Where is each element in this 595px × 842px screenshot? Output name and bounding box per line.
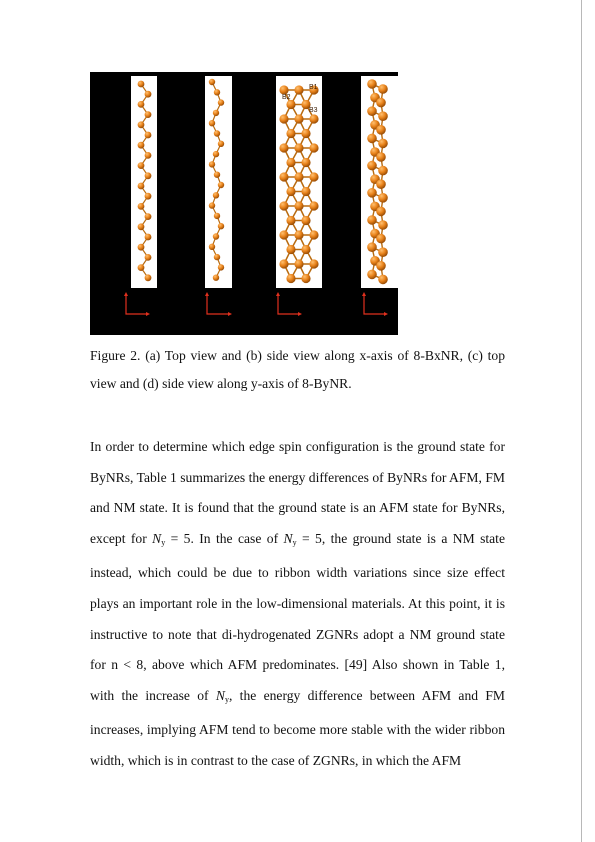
atom: [279, 259, 288, 268]
atom: [301, 216, 310, 225]
atom: [378, 139, 388, 149]
atom: [279, 114, 288, 123]
atom: [138, 203, 145, 210]
atom: [367, 161, 377, 171]
atom: [279, 230, 288, 239]
atom: [214, 254, 220, 260]
atom: [378, 247, 388, 257]
atom: [145, 152, 152, 159]
atom: [145, 254, 152, 261]
atom: [376, 152, 386, 162]
atom: [301, 158, 310, 167]
atom: [286, 100, 295, 109]
paragraph-text: [90, 432, 505, 777]
atom: [301, 245, 310, 254]
atom: [378, 193, 388, 203]
axis-indicator-b: [205, 292, 232, 316]
atom: [145, 172, 152, 179]
subscript-y-3: y: [224, 694, 229, 704]
atom: [213, 275, 219, 281]
atom: [367, 242, 377, 252]
atom-label-b1: B1: [309, 84, 318, 91]
atom: [378, 84, 388, 94]
axis-indicator-c: [276, 292, 302, 316]
atom: [218, 223, 224, 229]
symbol-n-3: N: [215, 687, 225, 703]
atom: [138, 162, 145, 169]
atom: [138, 81, 145, 88]
atom: [218, 99, 224, 105]
para-segment-4: , the energy difference between AFM and FM increases, implying AFM tend to become more stable with the wider ribbon width, which is in contrast to the case of ZGNRs, in which the AFM: [90, 687, 505, 768]
atom: [218, 264, 224, 270]
atom: [279, 172, 288, 181]
atom: [309, 114, 318, 123]
atom: [309, 172, 318, 181]
body-paragraph: [90, 432, 505, 777]
atom: [145, 132, 152, 139]
atom: [214, 130, 220, 136]
atom-label-b3: B3: [309, 107, 318, 114]
atom: [138, 101, 145, 108]
atom: [145, 234, 152, 241]
atom: [294, 85, 303, 94]
atom: [213, 192, 219, 198]
atom: [213, 233, 219, 239]
atom: [376, 234, 386, 244]
para-segment-1: In order to determine which edge spin configuration is the ground state for ByNRs, Table 1 summarizes the energy differences of ByNRs for AFM, FM and NM state. It is found that the ground state is an AFM state for ByNRs, except for: [90, 439, 505, 546]
atom: [294, 172, 303, 181]
atom: [145, 111, 152, 118]
atom: [145, 91, 152, 98]
atom: [138, 264, 145, 271]
figure-caption: [90, 342, 505, 398]
atom: [138, 121, 145, 128]
atom: [286, 216, 295, 225]
atom: [286, 129, 295, 138]
atom: [367, 188, 377, 198]
atom: [209, 202, 215, 208]
atom: [209, 79, 215, 85]
atom: [218, 182, 224, 188]
atom: [294, 259, 303, 268]
atom: [145, 193, 152, 200]
atom: [378, 166, 388, 176]
atom: [214, 213, 220, 219]
atom: [309, 201, 318, 210]
para-segment-2: = 5. In the case of: [165, 530, 284, 546]
atom: [294, 114, 303, 123]
atom: [301, 129, 310, 138]
atom: [376, 125, 386, 135]
atom: [209, 120, 215, 126]
atom: [138, 142, 145, 149]
page-edge: [581, 0, 582, 842]
atom: [286, 245, 295, 254]
atom: [367, 134, 377, 144]
atom: [301, 187, 310, 196]
atom: [376, 98, 386, 108]
subscript-y-2: y: [292, 537, 297, 547]
atom: [301, 274, 310, 283]
atom: [376, 261, 386, 271]
caption-text: Figure 2. (a) Top view and (b) side view along x-axis of 8-BxNR, (c) top view and (d) side view along y-axis of 8-ByNR.: [90, 348, 505, 391]
atom: [376, 179, 386, 189]
atom: [209, 161, 215, 167]
symbol-n-1: N: [152, 530, 162, 546]
atom: [138, 183, 145, 190]
atom: [213, 110, 219, 116]
symbol-n-2: N: [283, 530, 293, 546]
para-segment-3: = 5, the ground state is a NM state instead, which could be due to ribbon width variations since size effect plays an important role in the low-dimensional materials. At this point, it is instructive to note that di-hydrogenated ZGNRs adopt a NM ground state for n < 8, above which AFM predominates. [49] Also shown in Table 1, with the increase of: [90, 530, 505, 703]
atom: [279, 143, 288, 152]
atom: [309, 143, 318, 152]
atom: [309, 230, 318, 239]
figure-2-image: [90, 72, 398, 335]
atom: [145, 213, 152, 220]
atom: [213, 151, 219, 157]
atom: [378, 275, 388, 285]
atom: [138, 244, 145, 251]
axis-indicator-a: [124, 292, 150, 316]
atom: [367, 106, 377, 116]
atom: [376, 207, 386, 217]
atom: [294, 230, 303, 239]
atom: [286, 187, 295, 196]
atom: [214, 89, 220, 95]
atom: [367, 270, 377, 280]
atom: [145, 274, 152, 281]
atom: [367, 215, 377, 225]
atom: [286, 158, 295, 167]
atom: [218, 141, 224, 147]
atom: [209, 244, 215, 250]
atom: [214, 172, 220, 178]
subscript-y-1: y: [161, 537, 166, 547]
atom: [367, 79, 377, 89]
atom: [286, 274, 295, 283]
figure-2: [90, 72, 398, 335]
atom: [294, 143, 303, 152]
atom: [138, 223, 145, 230]
atom: [294, 201, 303, 210]
atom: [279, 201, 288, 210]
atom-label-b2: B2: [282, 94, 291, 101]
atom: [378, 220, 388, 230]
atom: [309, 259, 318, 268]
axis-indicator-d: [362, 292, 388, 316]
atom: [378, 111, 388, 121]
